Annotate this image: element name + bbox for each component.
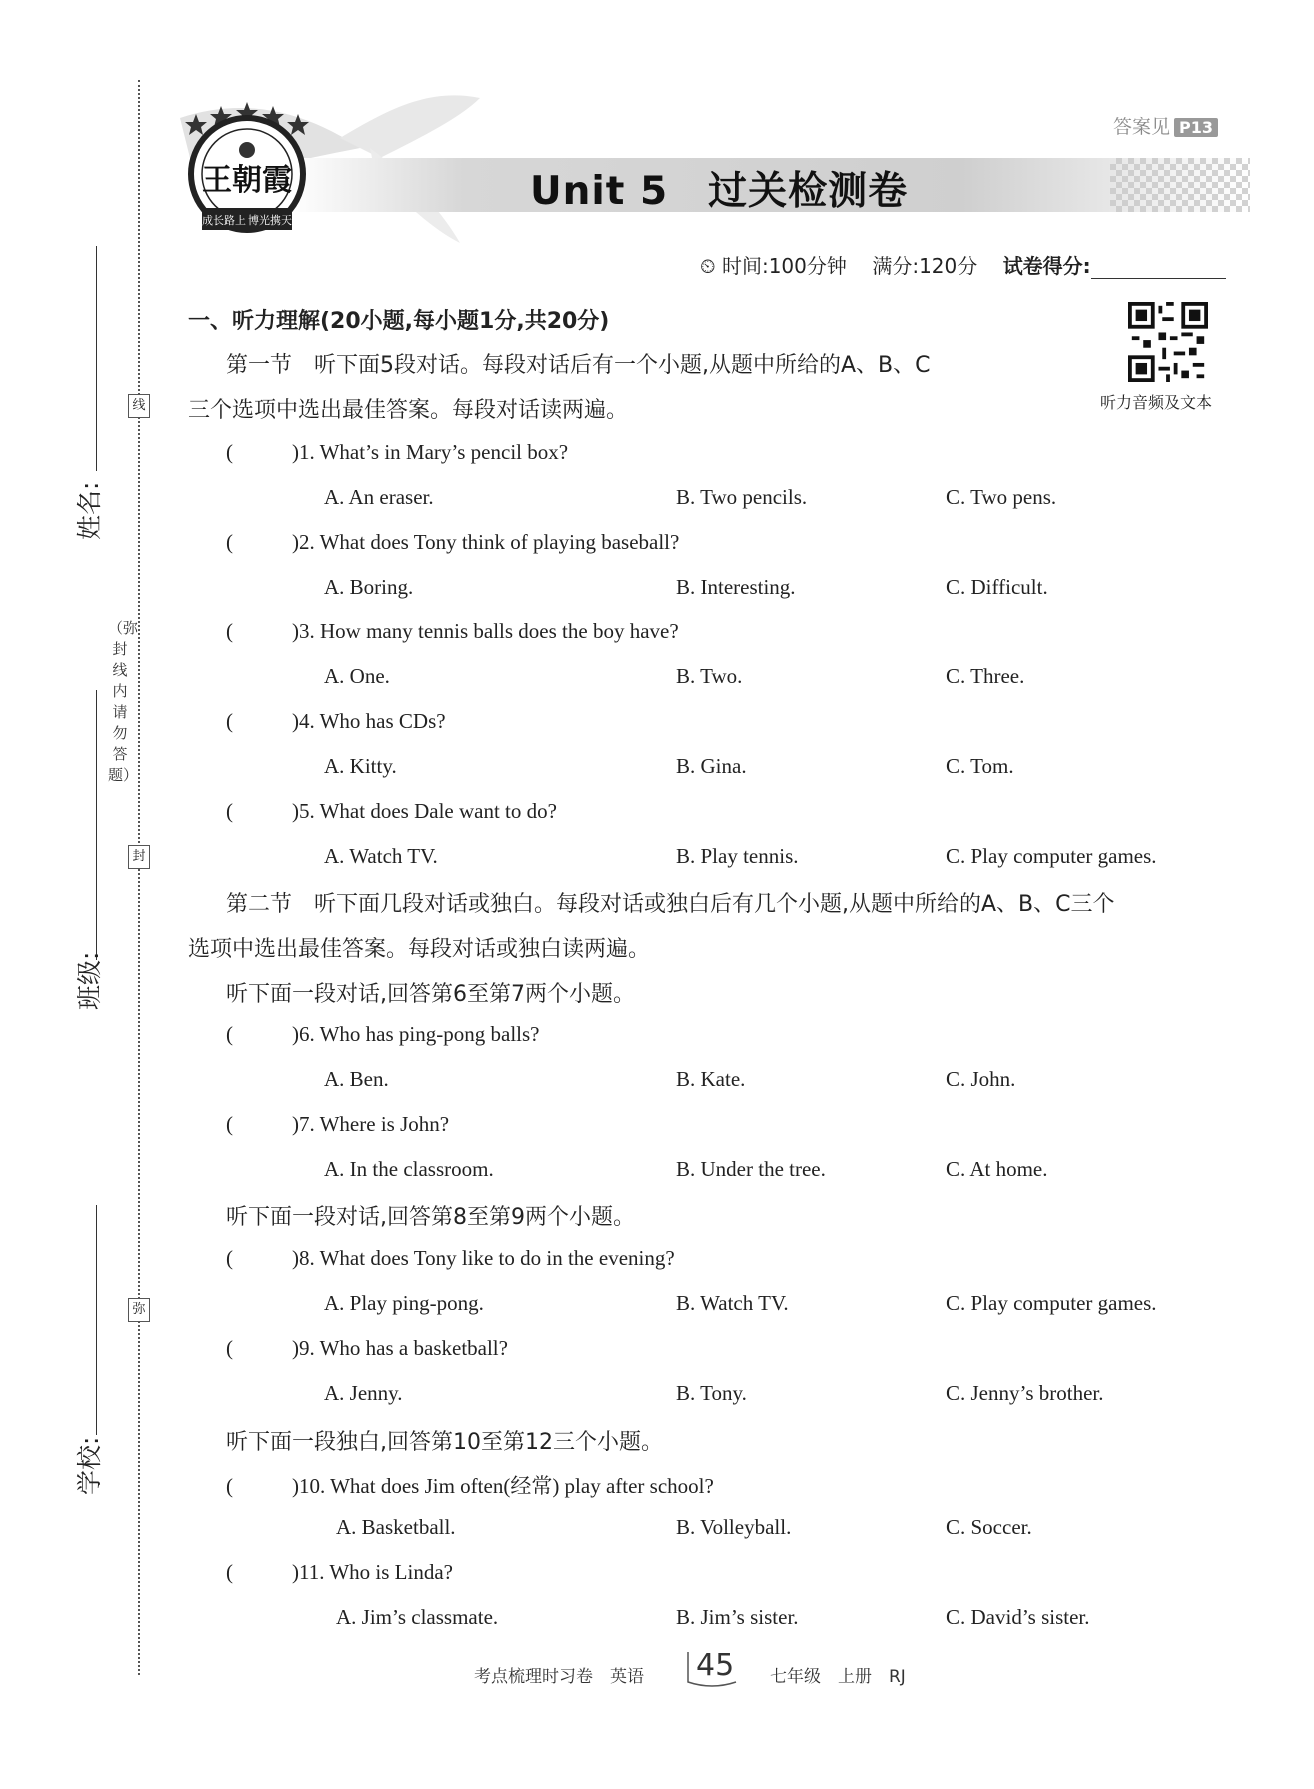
option-b: B. Play tennis. — [676, 844, 799, 868]
school-label: 学校: — [75, 1436, 104, 1495]
question-text: )3. How many tennis balls does the boy have? — [292, 619, 679, 643]
option-c: C. John. — [946, 1067, 1016, 1091]
question-text: )6. Who has ping-pong balls? — [292, 1022, 540, 1046]
seal-note: （弥封线内请勿答题） — [108, 619, 139, 784]
page-number: 45 — [696, 1648, 735, 1683]
question-text: )7. Where is John? — [292, 1112, 450, 1136]
question-text: )5. What does Dale want to do? — [292, 799, 557, 823]
option-a: A. One. — [324, 664, 390, 688]
option-a: A. Play ping-pong. — [324, 1291, 484, 1315]
option-c: C. Three. — [946, 664, 1025, 688]
option-c: C. Difficult. — [946, 575, 1048, 599]
question-10 — [226, 1470, 714, 1500]
question-6 — [226, 1022, 540, 1047]
option-a: A. An eraser. — [324, 485, 434, 509]
question-9 — [226, 1336, 508, 1361]
time-limit: 时间:100分钟 — [721, 254, 847, 278]
option-b: B. Jim’s sister. — [676, 1605, 799, 1629]
score-field[interactable] — [1091, 258, 1226, 279]
answer-blank[interactable]: ( — [226, 1560, 233, 1584]
school-write-line — [96, 1205, 97, 1435]
option-c: C. Two pens. — [946, 485, 1057, 509]
option-a: A. Boring. — [324, 575, 414, 599]
part2-instruction-line2: 选项中选出最佳答案。每段对话或独白读两遍。 — [188, 937, 651, 962]
answer-blank[interactable]: ( — [226, 530, 233, 554]
question-text: )9. Who has a basketball? — [292, 1336, 508, 1360]
svg-text:博光携天: 博光携天 — [248, 214, 292, 227]
part2-instruction-line1: 第二节 听下面几段对话或独白。每段对话或独白后有几个小题,从题中所给的A、B、C三个 — [226, 892, 1115, 917]
answer-blank[interactable]: ( — [226, 799, 233, 823]
score-label: 试卷得分: — [1002, 254, 1091, 278]
option-b: B. Under the tree. — [676, 1157, 826, 1181]
answer-blank[interactable]: ( — [226, 440, 233, 464]
answer-label: 答案见 — [1113, 116, 1171, 138]
page-title: Unit 5 过关检测卷 — [530, 169, 909, 214]
group-6-7-instruction: 听下面一段对话,回答第6至第7两个小题。 — [226, 982, 635, 1007]
option-b: B. Tony. — [676, 1381, 747, 1405]
answer-blank[interactable]: ( — [226, 1246, 233, 1270]
class-write-line — [96, 690, 97, 960]
question-text: )11. Who is Linda? — [292, 1560, 453, 1584]
option-a: A. Jim’s classmate. — [336, 1605, 499, 1629]
clock-icon: ⏲ — [700, 254, 716, 278]
option-c: C. Tom. — [946, 754, 1014, 778]
question-text: )10. What does Jim often(经常) play after school? — [292, 1474, 714, 1498]
option-c: C. Play computer games. — [946, 844, 1157, 868]
answer-reference — [1113, 112, 1218, 139]
question-11 — [226, 1560, 453, 1585]
answer-blank[interactable]: ( — [226, 619, 233, 643]
question-2 — [226, 530, 679, 555]
group-8-9-instruction: 听下面一段对话,回答第8至第9两个小题。 — [226, 1205, 635, 1230]
seal-box-feng: 封 — [128, 845, 150, 869]
option-b: B. Two pencils. — [676, 485, 808, 509]
option-a: A. Kitty. — [324, 754, 397, 778]
question-7 — [226, 1112, 449, 1137]
seal-box-xian: 线 — [128, 394, 150, 418]
logo-seal — [182, 100, 312, 238]
answer-blank[interactable]: ( — [226, 1474, 233, 1498]
part1-instruction-line1: 第一节 听下面5段对话。每段对话后有一个小题,从题中所给的A、B、C — [226, 353, 931, 378]
option-a: A. Watch TV. — [324, 844, 438, 868]
exam-meta — [700, 250, 1226, 279]
option-c: C. Jenny’s brother. — [946, 1381, 1104, 1405]
option-b: B. Kate. — [676, 1067, 746, 1091]
question-5 — [226, 799, 557, 824]
option-b: B. Gina. — [676, 754, 747, 778]
option-c: C. Soccer. — [946, 1515, 1032, 1539]
question-text: )4. Who has CDs? — [292, 709, 446, 733]
option-a: A. Jenny. — [324, 1381, 403, 1405]
question-text: )1. What’s in Mary’s pencil box? — [292, 440, 569, 464]
group-10-12-instruction: 听下面一段独白,回答第10至第12三个小题。 — [226, 1430, 663, 1455]
name-label: 姓名: — [75, 481, 104, 540]
footer-right: 七年级 上册 RJ — [770, 1667, 906, 1687]
question-8 — [226, 1246, 675, 1271]
full-score: 满分:120分 — [872, 254, 978, 278]
question-3 — [226, 619, 679, 644]
option-b: B. Two. — [676, 664, 743, 688]
option-a: A. Ben. — [324, 1067, 389, 1091]
question-text: )8. What does Tony like to do in the evening? — [292, 1246, 675, 1270]
svg-text:成长路上: 成长路上 — [202, 214, 246, 227]
answer-blank[interactable]: ( — [226, 1022, 233, 1046]
option-c: C. David’s sister. — [946, 1605, 1090, 1629]
qr-code[interactable] — [1128, 302, 1208, 382]
footer-left: 考点梳理时习卷 英语 — [474, 1667, 644, 1687]
option-b: B. Watch TV. — [676, 1291, 789, 1315]
option-b: B. Volleyball. — [676, 1515, 792, 1539]
option-c: C. Play computer games. — [946, 1291, 1157, 1315]
option-b: B. Interesting. — [676, 575, 796, 599]
question-text: )2. What does Tony think of playing baseball? — [292, 530, 680, 554]
option-a: A. Basketball. — [336, 1515, 456, 1539]
seal-box-mi: 弥 — [128, 1298, 150, 1322]
binding-dotted-line — [138, 80, 140, 1675]
answer-blank[interactable]: ( — [226, 1336, 233, 1360]
part1-instruction-line2: 三个选项中选出最佳答案。每段对话读两遍。 — [188, 398, 629, 423]
question-1 — [226, 440, 568, 465]
class-label: 班级: — [75, 951, 104, 1010]
qr-caption: 听力音频及文本 — [1100, 393, 1213, 412]
answer-page-tag: P13 — [1174, 118, 1218, 137]
option-c: C. At home. — [946, 1157, 1048, 1181]
title-checker-pattern — [1110, 158, 1250, 212]
option-a: A. In the classroom. — [324, 1157, 494, 1181]
name-write-line — [96, 246, 97, 471]
svg-text:王朝霞: 王朝霞 — [202, 163, 292, 198]
answer-blank[interactable]: ( — [226, 709, 233, 733]
question-4 — [226, 709, 446, 734]
section-heading: 一、听力理解(20小题,每小题1分,共20分) — [188, 309, 610, 334]
answer-blank[interactable]: ( — [226, 1112, 233, 1136]
